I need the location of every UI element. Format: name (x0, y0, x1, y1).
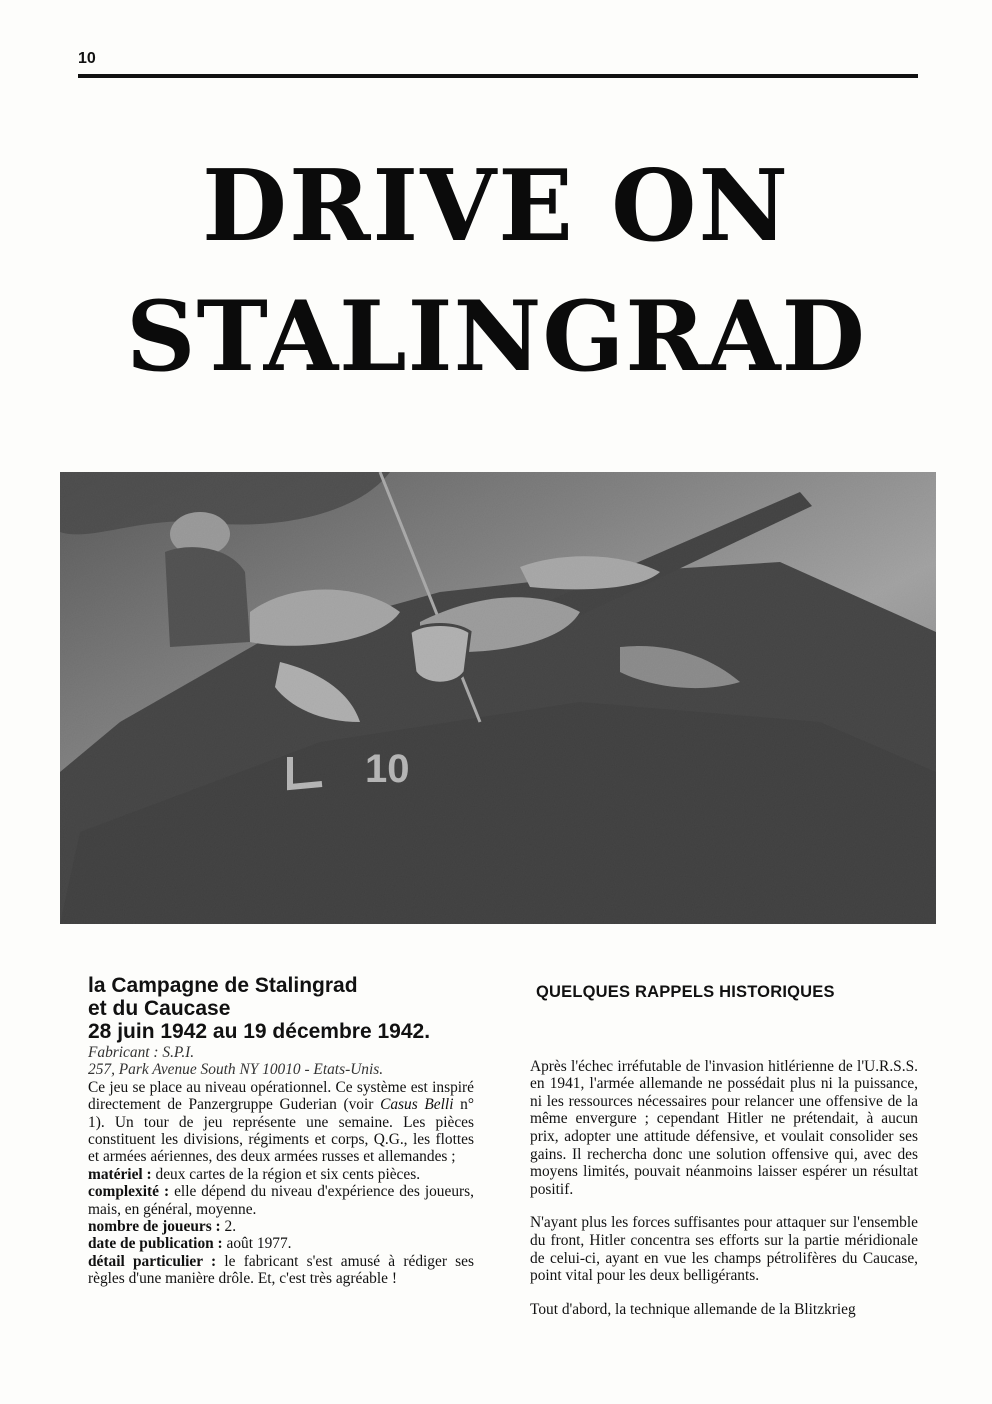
spec-materiel: matériel : deux cartes de la région et six cents pièces. (88, 1165, 421, 1183)
history-heading: QUELQUES RAPPELS HISTORIQUES (536, 983, 835, 1001)
game-title-line-1: la Campagne de Stalingrad (88, 974, 358, 997)
page-number: 10 (78, 50, 96, 67)
game-review-column (88, 974, 474, 1288)
game-title (88, 974, 474, 1020)
spec-detail: détail particulier : le fabricant s'est amusé à rédiger ses règles d'une manière drôle. Et, c'est très agréable ! (88, 1252, 474, 1288)
tank-photo (60, 472, 936, 924)
game-dates: 28 juin 1942 au 19 décembre 1942. (88, 1020, 431, 1043)
header-rule (78, 74, 918, 78)
spec-publication: date de publication : août 1977. (88, 1235, 292, 1253)
game-title-line-2: et du Caucase (88, 997, 231, 1020)
manufacturer-address: 257, Park Avenue South NY 10010 - Etats-Unis. (88, 1061, 384, 1079)
history-paragraph-1: Après l'échec irréfutable de l'invasion hitlérienne de l'U.R.S.S. en 1941, l'armée allemande ne possédait plus ni la puissance, ni les ressources nécessaires pour relancer une offensive de la même envergure ; cependant Hitler ne prétendait, à aucun prix, adopter une attitude défensive, et voulait consolider ses gains. Il rechercha donc une solution offensive qui, avec des moyens limités, pouvait néanmoins laisser espérer un résultat positif. (530, 1057, 918, 1198)
title-line-2: STALINGRAD (126, 280, 866, 393)
history-column (530, 984, 918, 1334)
spec-joueurs: nombre de joueurs : 2. (88, 1218, 237, 1236)
spec-complexite: complexité : elle dépend du niveau d'expérience des joueurs, mais, en général, moyenne. (88, 1183, 474, 1218)
magazine-reference: Casus Belli (380, 1096, 454, 1114)
game-intro: Ce jeu se place au niveau opérationnel. Ce système est inspiré directement de Panzergruppe Guderian (voir Casus Belli n° 1). Un tour de jeu représente une semaine. Les pièces constituent les divisions, régiments et corps, Q.G., les flottes et armées aériennes, des deux armées russes et allemandes ; (88, 1078, 475, 1166)
history-paragraph-3: Tout d'abord, la technique allemande de la Blitzkrieg (530, 1300, 856, 1318)
history-paragraph-2: N'ayant plus les forces suffisantes pour attaquer sur l'ensemble du front, Hitler concentra ses efforts sur la partie méridionale de celui-ci, ayant en vue les champs pétrolifères du Caucase, point vital pour les deux belligérants. (530, 1214, 918, 1285)
manufacturer: Fabricant : S.P.I. (88, 1044, 195, 1061)
title-line-1: DRIVE ON (201, 149, 791, 264)
